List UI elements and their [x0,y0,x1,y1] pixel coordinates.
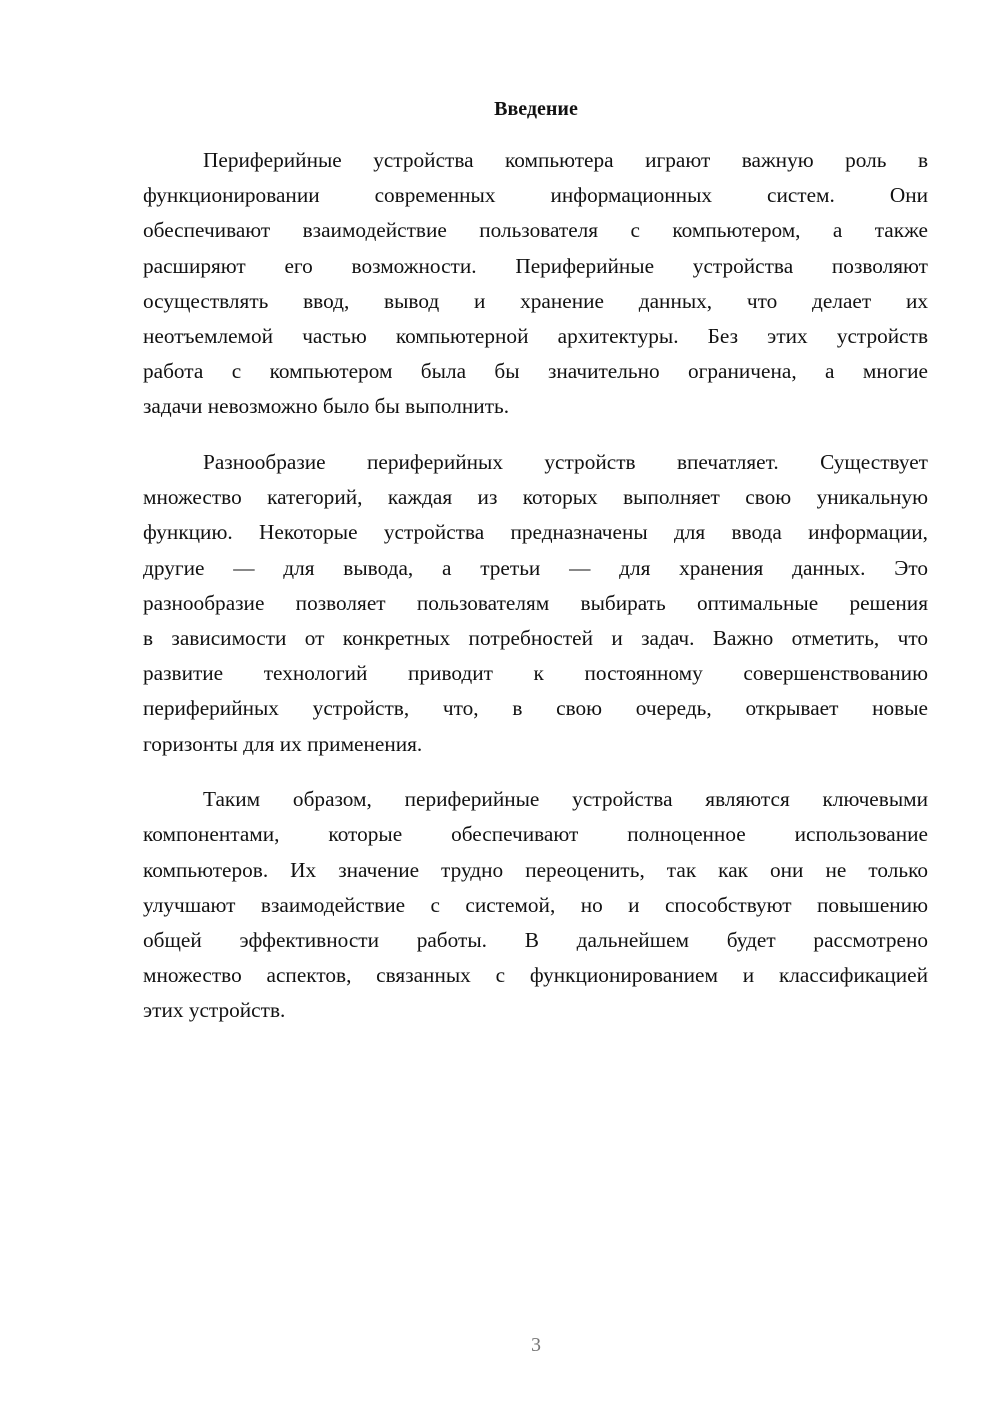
paragraph-line: улучшают взаимодействие с системой, но и способствуют повышению [143,892,928,917]
paragraph-line: горизонты для их применения. [143,731,423,756]
paragraph-line: развитие технологий приводит к постоянному совершенствованию [143,661,928,686]
paragraph-line: обеспечивают взаимодействие пользователя с компьютером, а также [143,218,928,243]
paragraph-line: общей эффективности работы. В дальнейшем будет рассмотрено [143,927,928,952]
paragraph-line: периферийных устройств, что, в свою очередь, открывает новые [143,696,928,721]
paragraph-line: Разнообразие периферийных устройств впечатляет. Существует [203,450,928,474]
paragraph-line: функцию. Некоторые устройства предназначены для ввода информации, [143,520,928,545]
section-heading: Введение [494,98,578,120]
paragraph [143,782,928,1028]
paragraph-line: множество категорий, каждая из которых выполняет свою уникальную [143,485,928,510]
paragraph-line: в зависимости от конкретных потребностей и задач. Важно отметить, что [143,625,928,650]
paragraph [143,143,928,425]
paragraph-line: компонентами, которые обеспечивают полноценное использование [143,822,928,847]
paragraph-line: другие — для вывода, а третьи — для хранения данных. Это [143,555,928,580]
paragraph-line: этих устройств. [143,998,286,1023]
paragraph-line: работа с компьютером была бы значительно ограничена, а многие [143,359,928,384]
paragraph [143,445,928,762]
paragraph-line: Периферийные устройства компьютера играют важную роль в [203,148,928,172]
paragraph-line: неотъемлемой частью компьютерной архитектуры. Без этих устройств [143,323,928,348]
page-number: 3 [531,1334,541,1356]
paragraph-line: множество аспектов, связанных с функционированием и классификацией [143,963,928,988]
paragraph-line: задачи невозможно было бы выполнить. [143,394,510,419]
document-body [143,143,928,1049]
paragraph-line: осуществлять ввод, вывод и хранение данных, что делает их [143,288,928,313]
paragraph-line: Таким образом, периферийные устройства являются ключевыми [203,787,928,812]
paragraph-line: компьютеров. Их значение трудно переоценить, так как они не только [143,857,928,882]
paragraph-line: расширяют его возможности. Периферийные устройства позволяют [143,253,928,278]
paragraph-line: функционировании современных информационных систем. Они [143,183,928,208]
paragraph-line: разнообразие позволяет пользователям выбирать оптимальные решения [143,590,928,615]
